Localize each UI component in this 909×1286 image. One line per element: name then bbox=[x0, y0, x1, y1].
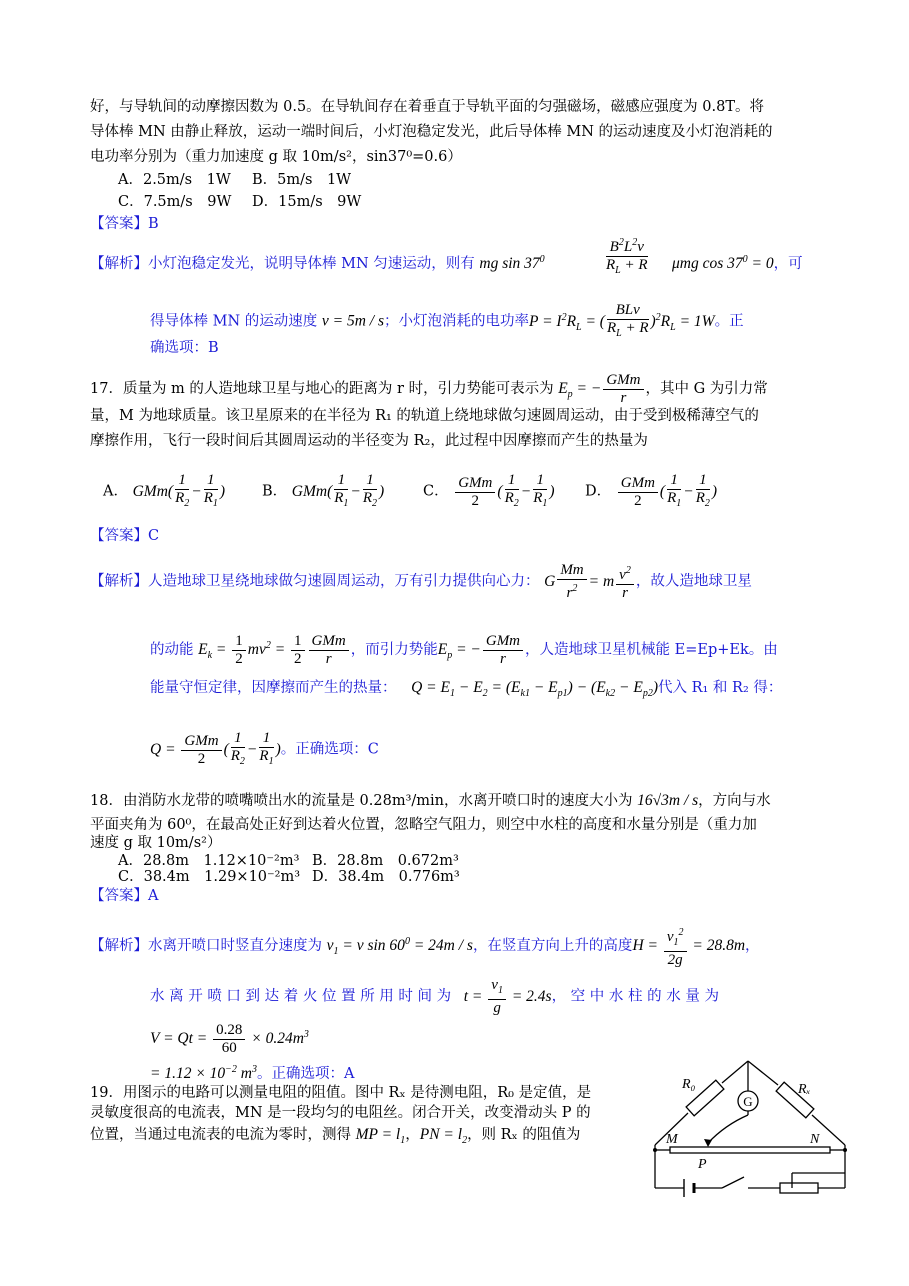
label-m: M bbox=[666, 1132, 678, 1147]
q17-formula-heat: $Q = E_1 - E_2 = (E_{k1} - E_{p1}) - (E_{k2} - E_{p2})$ bbox=[411, 679, 658, 700]
q17-line1-text-b: ，其中 G 为引力常 bbox=[645, 381, 768, 398]
q17-explanation-line-2 bbox=[150, 633, 778, 668]
q16-explanation-line-3: 确选项：B bbox=[150, 340, 219, 356]
q19-text-line-2: 灵敏度很高的电流表，MN 是一段均匀的电阻丝。闭合开关，改变滑动头 P 的 bbox=[90, 1105, 591, 1121]
q17-line1-text-a: 17．质量为 m 的人造地球卫星与地心的距离为 r 时，引力势能可表示为 bbox=[90, 381, 554, 398]
q18-text-line-1 bbox=[90, 791, 771, 811]
q17-formula-centripetal: G $\frac{Mm}{r^2}$ = m $\frac{v^2}{r}$ bbox=[544, 573, 636, 590]
q18-explanation-line-3 bbox=[150, 1022, 309, 1057]
circuit-diagram bbox=[650, 1055, 850, 1200]
q18-formula-vy: $v_1 = v$ $\sin 60^0 = 24m / s$ bbox=[326, 935, 473, 958]
q19-text-line-1: 19．用图示的电路可以测量电阻的阻值。图中 Rₓ 是待测电阻，R₀ 是定值，是 bbox=[90, 1085, 592, 1101]
q17-exp1-text-a: 【解析】人造地球卫星绕地球做匀速圆周运动，万有引力提供向心力： bbox=[90, 573, 540, 590]
q18-exp2-text-b: ， 空 中 水 柱 的 水 量 为 bbox=[551, 988, 719, 1005]
q16-option-b: B．5m/s 1W bbox=[252, 172, 352, 188]
q18-formula-time: t = $\frac{v_1}{g}$ = 2.4s bbox=[463, 977, 552, 1016]
q17-option-a-label: A． bbox=[103, 483, 128, 500]
slider-arrow-icon bbox=[704, 1139, 712, 1147]
q17-text-line-1 bbox=[90, 372, 768, 407]
q18-option-a: A．28.8m 1.12×10⁻²m³ bbox=[118, 853, 300, 869]
q17-option-d-label: D． bbox=[585, 483, 612, 500]
q17-text-line-3: 摩擦作用，飞行一段时间后其圆周运动的半径变为 R₂，此过程中因摩擦而产生的热量为 bbox=[90, 433, 648, 449]
q18-formula-speed: 16√3m / s bbox=[637, 792, 699, 809]
q16-answer: 【答案】B bbox=[90, 216, 159, 232]
label-r0: R₀ bbox=[682, 1077, 696, 1092]
q18-line1-text-a: 18．由消防水龙带的喷嘴喷出水的流量是 0.28m³/min，水离开喷口时的速度大小为 bbox=[90, 793, 633, 809]
q18-exp2-text-a: 水 离 开 喷 口 到 达 着 火 位 置 所 用 时 间 为 bbox=[150, 988, 452, 1005]
q18-text-line-3: 速度 g 取 10m/s²） bbox=[90, 835, 222, 851]
q19-line3-text-b: ， bbox=[405, 1127, 420, 1143]
q16-formula-fraction: $\frac{B^2L^2v}{R_L + R}$ bbox=[604, 234, 650, 279]
q16-option-c: C．7.5m/s 9W bbox=[118, 194, 232, 210]
q17-option-d-formula: $\frac{\text{GMm}}{2}$ ( $\frac{1}{R_1}$ − $\frac{1}{R_2}$ ) bbox=[616, 483, 717, 500]
q16-text-line-3: 电功率分别为（重力加速度 g 取 10m/s²，sin37⁰=0.6） bbox=[90, 149, 462, 165]
galvanometer-label: G bbox=[743, 1094, 753, 1109]
q19-formula-pn: PN = $l_2$ bbox=[419, 1126, 468, 1147]
q16-explanation-line-2 bbox=[150, 302, 744, 342]
q17-exp4-text: 。正确选项：C bbox=[280, 741, 379, 758]
q17-option-a bbox=[103, 472, 225, 512]
q16-explanation-line-1 bbox=[90, 250, 545, 274]
q16-exp2-text-c: 。正 bbox=[714, 313, 744, 330]
q17-formula-ek: $E_k$ = $\frac{1}{2}$ $mv^2$ = $\frac{1}{2}$ $\frac{\text{GMm}}{r}$ bbox=[198, 641, 351, 658]
q19-line3-text-c: ，则 Rₓ 的阻值为 bbox=[467, 1127, 581, 1143]
q18-option-b: B．28.8m 0.672m³ bbox=[312, 853, 459, 869]
q16-option-d: D．15m/s 9W bbox=[252, 194, 362, 210]
q17-exp2-text-c: ，人造地球卫星机械能 E=Ep+Ek。由 bbox=[525, 642, 778, 659]
q19-line3-text-a: 位置，当通过电流表的电流为零时，测得 bbox=[90, 1127, 351, 1143]
q17-text-line-2: 量，M 为地球质量。该卫星原来的在半径为 R₁ 的轨道上绕地球做匀速圆周运动，由于受到极稀薄空气的 bbox=[90, 408, 759, 424]
q18-formula-volume: V = Qt = $\frac{0.28}{60}$ × $0.24m^3$ bbox=[150, 1022, 309, 1056]
q17-option-b-formula: GMm( $\frac{1}{R_1}$ − $\frac{1}{R_2}$ ) bbox=[291, 472, 385, 509]
q16-text-line-1: 好，与导轨间的动摩擦因数为 0.5。在导轨间存在着垂直于导轨平面的匀强磁场，磁感应强度为 0.8T。将 bbox=[90, 99, 765, 115]
q16-exp2-text-a: 得导体棒 MN 的运动速度 bbox=[150, 313, 318, 330]
q18-explanation-line-4 bbox=[150, 1060, 354, 1084]
q18-exp1-text-b: ，在竖直方向上升的高度 bbox=[472, 938, 633, 955]
q17-explanation-line-1 bbox=[90, 562, 752, 602]
q17-explanation-line-4 bbox=[150, 730, 379, 770]
q17-formula-result: Q = $\frac{\text{GMm}}{2}$ ( $\frac{1}{R_2}$ − $\frac{1}{R_1}$ ) bbox=[150, 730, 281, 767]
q17-exp3-text-a: 能量守恒定律，因摩擦而产生的热量： bbox=[150, 680, 397, 696]
q16-exp1-text: 【解析】小灯泡稳定发光，说明导体棒 MN 匀速运动，则有 bbox=[90, 256, 475, 273]
q18-formula-height: H = $\frac{v_1^2}{2g}$ = 28.8m bbox=[632, 937, 745, 954]
q17-exp3-text-b: 代入 R₁ 和 R₂ 得： bbox=[657, 680, 783, 696]
q17-exp2-text-a: 的动能 bbox=[150, 642, 194, 659]
q16-exp1-tail: ，可 bbox=[773, 256, 803, 273]
q16-option-a: A．2.5m/s 1W bbox=[118, 172, 231, 188]
q17-option-a-formula: GMm( $\frac{1}{R_2}$ − $\frac{1}{R_1}$ ) bbox=[132, 472, 226, 509]
label-n: N bbox=[810, 1132, 820, 1147]
q18-text-line-2: 平面夹角为 60⁰，在最高处正好到达着火位置，忽略空气阻力，则空中水柱的高度和水量分别是（重力加 bbox=[90, 817, 757, 833]
q17-formula-ep: $E_p$ = − $\frac{\text{GMm}}{r}$ bbox=[558, 380, 645, 397]
q16-formula-friction: μmg $\cos 37^0 = 0$ bbox=[672, 254, 774, 273]
q19-formula-mp: MP = $l_1$ bbox=[355, 1126, 406, 1147]
label-rx: Rₓ bbox=[798, 1082, 811, 1097]
q17-option-c-formula: $\frac{\text{GMm}}{2}$ ( $\frac{1}{R_2}$ − $\frac{1}{R_1}$ ) bbox=[453, 483, 554, 500]
q18-option-d: D．38.4m 0.776m³ bbox=[312, 869, 460, 885]
q16-exp2-text-b: ；小灯泡消耗的电功率 bbox=[384, 313, 529, 330]
q17-formula-ep2: $E_p$ = − $\frac{\text{GMm}}{r}$ bbox=[438, 641, 525, 658]
q18-formula-volume-result: = $1.12 \times 10^{-2}$ $m^3$ bbox=[150, 1064, 257, 1083]
q18-explanation-line-1: 【解析】水离开喷口时竖直分速度为 $v_1 = v$ $\sin 60^0 = 24m / s$，在竖直方向上升的高度H = $\frac{v_1^2}{2g}$ = 28.8m， bbox=[90, 924, 760, 969]
q16-formula-power: $P = I^2R_L$ = ( $\frac{\text{BLv}}{R_L + R}$ )$^2R_L = 1W$ bbox=[529, 302, 715, 339]
q16-formula-balance: mg $\sin 37^0$ bbox=[479, 254, 545, 273]
q17-option-b bbox=[262, 472, 384, 512]
q18-line1-text-b: ，方向与水 bbox=[698, 793, 771, 809]
q17-option-c bbox=[423, 472, 555, 512]
q17-answer: 【答案】C bbox=[90, 528, 160, 544]
q18-exp1-text-a: 【解析】水离开喷口时竖直分速度为 bbox=[90, 938, 322, 955]
q16-text-line-2: 导体棒 MN 由静止释放，运动一端时间后，小灯泡稳定发光，此后导体棒 MN 的运动速度及小灯泡消耗的 bbox=[90, 124, 773, 140]
q17-exp2-text-b: ，而引力势能 bbox=[350, 642, 438, 659]
q19-text-line-3 bbox=[90, 1125, 580, 1151]
q18-option-c: C．38.4m 1.29×10⁻²m³ bbox=[118, 869, 301, 885]
q18-answer: 【答案】A bbox=[90, 888, 159, 904]
q17-option-c-label: C． bbox=[423, 483, 449, 500]
label-p: P bbox=[698, 1157, 707, 1172]
q18-exp4-text: 。正确选项：A bbox=[257, 1066, 355, 1083]
q18-explanation-line-2 bbox=[150, 977, 719, 1017]
q17-explanation-line-3 bbox=[150, 678, 782, 704]
q17-option-d bbox=[585, 472, 717, 512]
q17-option-b-label: B． bbox=[262, 483, 288, 500]
q16-formula-v: v = 5m / s bbox=[321, 312, 384, 330]
q17-exp1-text-b: ，故人造地球卫星 bbox=[635, 573, 752, 590]
